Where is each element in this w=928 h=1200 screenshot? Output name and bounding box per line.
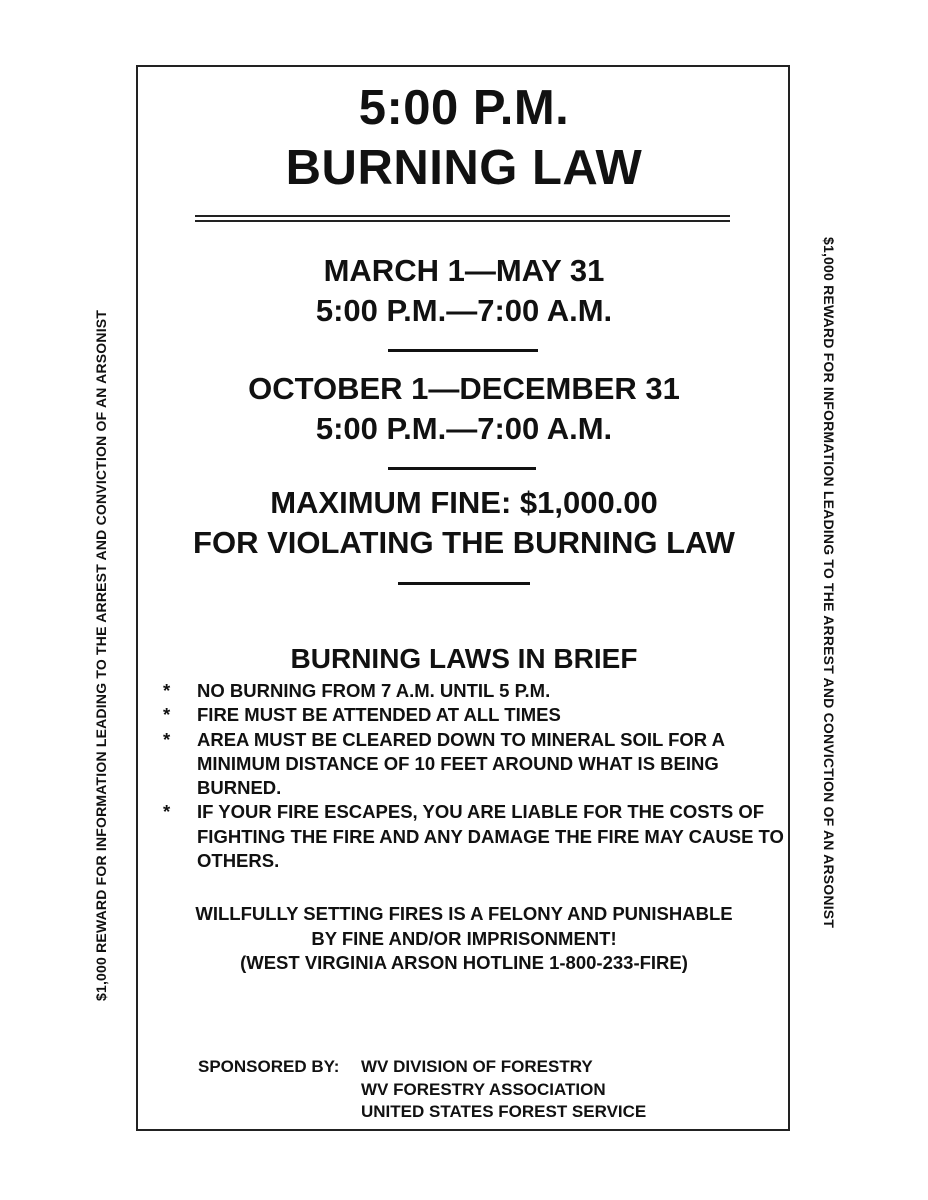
- maximum-fine: [0, 483, 928, 563]
- list-item-text: IF YOUR FIRE ESCAPES, YOU ARE LIABLE FOR THE COSTS OF FIGHTING THE FIRE AND ANY DAMAGE THE FIRE MAY CAUSE TO OTHERS.: [197, 801, 784, 872]
- sponsor-name: WV FORESTRY ASSOCIATION: [361, 1079, 606, 1099]
- felony-line-2: BY FINE AND/OR IMPRISONMENT!: [311, 927, 617, 949]
- reward-side-text-right: $1,000 REWARD FOR INFORMATION LEADING TO THE ARREST AND CONVICTION OF AN ARSONIST: [821, 237, 837, 929]
- burning-laws-list: [163, 679, 803, 873]
- title-line-1: 5:00 P.M.: [358, 81, 570, 135]
- felony-warning: [0, 902, 928, 976]
- sponsor-block: [198, 1056, 646, 1124]
- reward-side-text-left: $1,000 REWARD FOR INFORMATION LEADING TO THE ARREST AND CONVICTION OF AN ARSONIST: [93, 309, 109, 1001]
- burning-period-spring: [0, 251, 928, 331]
- title-double-rule: [195, 215, 730, 222]
- list-item: [163, 703, 803, 727]
- list-item: [163, 800, 803, 873]
- asterisk-bullet: *: [163, 801, 171, 823]
- divider-rule: [388, 467, 536, 470]
- burning-period-fall: [0, 369, 928, 449]
- sponsor-list: [361, 1056, 646, 1124]
- period-hours: 5:00 P.M.—7:00 A.M.: [315, 293, 613, 328]
- list-item-text: AREA MUST BE CLEARED DOWN TO MINERAL SOIL FOR A MINIMUM DISTANCE OF 10 FEET AROUND WHAT IS BEING BURNED.: [197, 728, 725, 799]
- list-item-text: FIRE MUST BE ATTENDED AT ALL TIMES: [197, 704, 561, 726]
- sponsor-label: SPONSORED BY:: [198, 1057, 340, 1076]
- fine-line-1: MAXIMUM FINE: $1,000.00: [270, 485, 658, 520]
- period-hours: 5:00 P.M.—7:00 A.M.: [315, 411, 613, 446]
- fine-line-2: FOR VIOLATING THE BURNING LAW: [193, 525, 735, 560]
- felony-line-1: WILLFULLY SETTING FIRES IS A FELONY AND PUNISHABLE: [195, 903, 733, 924]
- period-dates: MARCH 1—MAY 31: [323, 253, 605, 288]
- title-line-2: BURNING LAW: [285, 141, 643, 195]
- list-item: [163, 679, 803, 703]
- sponsor-name: UNITED STATES FOREST SERVICE: [361, 1102, 647, 1121]
- period-dates: OCTOBER 1—DECEMBER 31: [248, 371, 680, 406]
- asterisk-bullet: *: [163, 728, 171, 750]
- list-item: [163, 728, 803, 801]
- brief-heading: BURNING LAWS IN BRIEF: [290, 643, 638, 674]
- poster-title: [0, 78, 928, 198]
- sponsor-name: WV DIVISION OF FORESTRY: [361, 1057, 593, 1076]
- divider-rule: [398, 582, 530, 585]
- arson-hotline: (WEST VIRGINIA ARSON HOTLINE 1-800-233-FIRE): [240, 952, 688, 973]
- list-item-text: NO BURNING FROM 7 A.M. UNTIL 5 P.M.: [197, 680, 551, 701]
- divider-rule: [388, 349, 538, 352]
- asterisk-bullet: *: [163, 704, 171, 726]
- asterisk-bullet: *: [163, 680, 171, 701]
